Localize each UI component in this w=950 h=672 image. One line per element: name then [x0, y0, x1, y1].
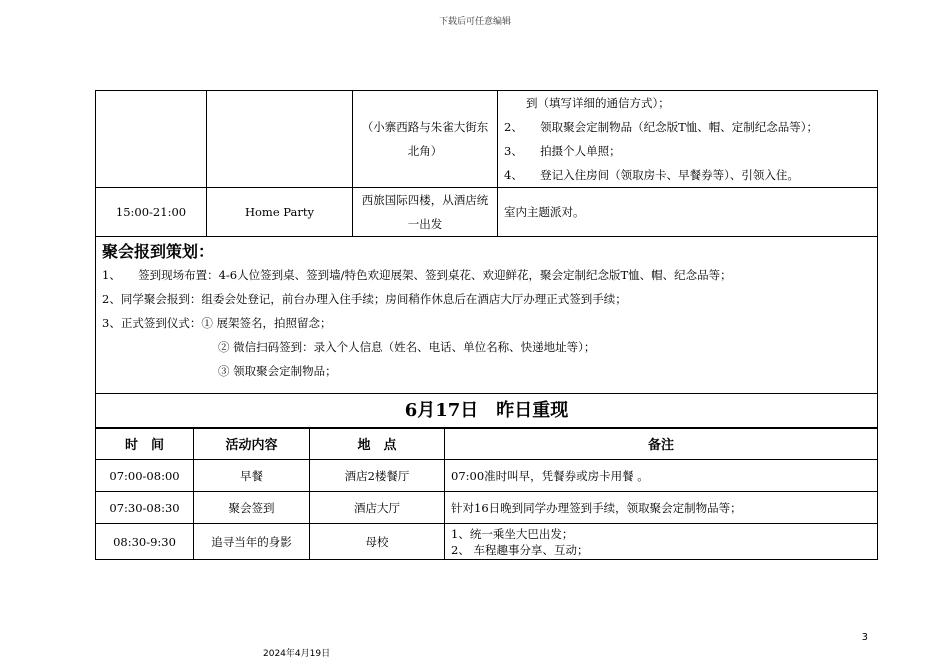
planning-section [95, 233, 878, 394]
location-cell: （小寨西路与朱雀大街东北角） [353, 91, 498, 188]
table-row [96, 460, 878, 492]
notes-cell [445, 524, 878, 560]
day-header [95, 393, 878, 429]
header-activity: 活动内容 [194, 428, 310, 460]
planning-line: 3、正式签到仪式：① 展架签名，拍照留念； [102, 316, 332, 330]
header-notes: 备注 [445, 428, 878, 460]
notes-cell: 针对16日晚到同学办理签到手续，领取聚会定制物品等； [445, 492, 878, 524]
activity-cell: 早餐 [194, 460, 310, 492]
location-cell: 酒店2楼餐厅 [310, 460, 445, 492]
notes-cell [498, 91, 878, 188]
activity-cell [207, 91, 353, 188]
time-cell: 07:00-08:00 [96, 460, 194, 492]
header-time: 时 间 [96, 428, 194, 460]
note-line: 3、 拍摄个人单照； [504, 144, 621, 158]
day-title: 6月17日 昨日重现 [404, 400, 569, 421]
note-line: 4、 登记入住房间（领取房卡、早餐券等）、引领入住。 [504, 168, 799, 182]
location-cell: 酒店大厅 [310, 492, 445, 524]
table-row [96, 524, 878, 560]
time-cell: 15:00-21:00 [96, 188, 207, 237]
location-cell: 母校 [310, 524, 445, 560]
note-line: 2、 车程趣事分享、互动； [451, 542, 589, 557]
page-number: 3 [861, 632, 868, 643]
location-cell: 西旅国际四楼，从酒店统一出发 [353, 188, 498, 237]
schedule-table-continued [95, 90, 878, 237]
planning-subline: ③ 领取聚会定制物品； [218, 364, 337, 378]
notes-cell: 07:00准时叫早，凭餐券或房卡用餐 。 [445, 460, 878, 492]
note-line: 到（填写详细的通信方式）； [526, 96, 670, 110]
header-location: 地 点 [310, 428, 445, 460]
time-cell: 08:30-9:30 [96, 524, 194, 560]
planning-line: 2、同学聚会报到：组委会处登记，前台办理入住手续；房间稍作休息后在酒店大厅办理正式签到手续； [102, 292, 627, 306]
footer-date: 2024年4月19日 [263, 649, 331, 659]
activity-cell: Home Party [207, 188, 353, 237]
activity-cell: 聚会签到 [194, 492, 310, 524]
schedule-table [95, 427, 878, 560]
time-cell: 07:30-08:30 [96, 492, 194, 524]
table-row [96, 492, 878, 524]
note-line: 1、统一乘坐大巴出发； [451, 526, 574, 541]
planning-line: 1、 签到现场布置：4-6人位签到桌、签到墙/特色欢迎展架、签到桌花、欢迎鲜花，聚会定制纪念版T恤、帽、纪念品等； [102, 268, 732, 282]
table-row [96, 188, 878, 237]
table-header-row [96, 428, 878, 460]
planning-subline: ② 微信扫码签到：录入个人信息（姓名、电话、单位名称、快递地址等）； [218, 340, 596, 354]
header-note: 下载后可任意编辑 [438, 17, 511, 27]
time-cell [96, 91, 207, 188]
notes-cell: 室内主题派对。 [498, 188, 878, 237]
note-line: 2、 领取聚会定制物品（纪念版T恤、帽、定制纪念品等）； [504, 120, 818, 134]
activity-cell: 追寻当年的身影 [194, 524, 310, 560]
planning-title: 聚会报到策划： [102, 242, 215, 261]
table-row [96, 91, 878, 188]
